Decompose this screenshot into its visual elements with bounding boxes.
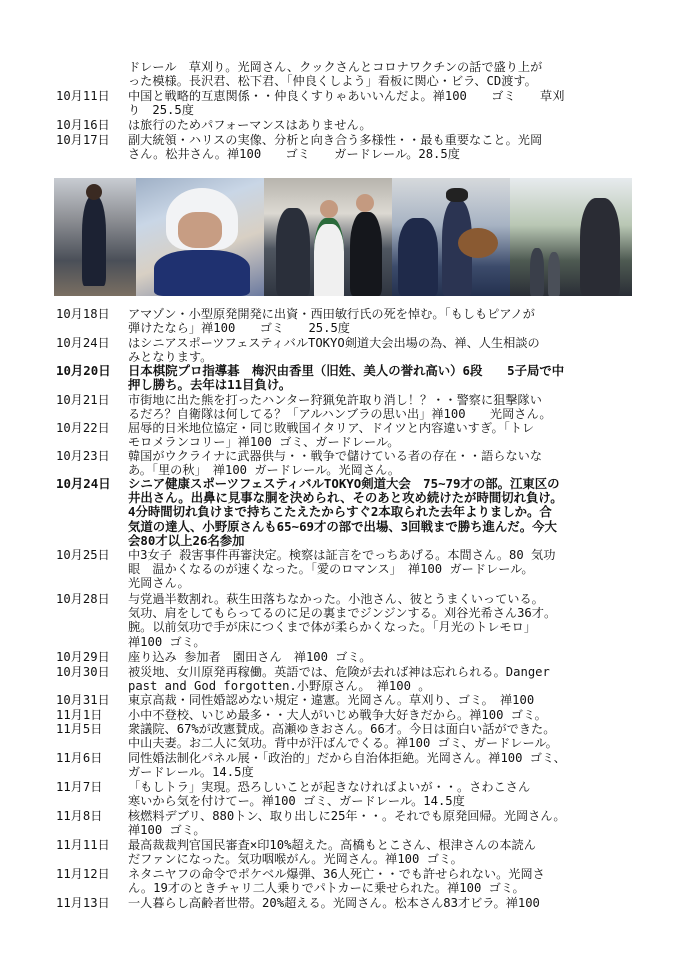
journal-entry (56, 592, 646, 649)
entry-date: 10月18日 (56, 307, 110, 321)
journal-entry (56, 133, 646, 161)
journal-entry (56, 809, 646, 837)
journal-entry (56, 89, 646, 117)
entry-text: 座り込み 参加者 園田さん 禅100 ゴミ。 (128, 650, 372, 664)
journal-entry (56, 838, 646, 866)
children-photo (264, 178, 392, 296)
entry-text: は旅行のためパフォーマンスはありません。 (128, 118, 372, 132)
entry-text: 核燃料デブリ、880トン、取り出しに25年・・。それでも原発回帰。光岡さん。 禅100 ゴミ。 (128, 809, 566, 838)
entry-text: シニア健康スポーツフェスティバルTOKYO剣道大会 75~79才の部。江東区の 井出さん。出鼻に見事な胴を決められ、そのあと攻め続けたが時間切れ負け。 4分時間切れ負けまで持ちこたえたからすぐ2本取られた去年よりましか。合 気道の達人、小野原さんも65~69才の部で出場、3回戦まで勝ち進んだ。今大 会80才以上26名参加 (128, 476, 563, 548)
entry-text: アマゾン・小型原発開発に出資・西田敏行氏の死を悼む。「もしもピアノが 弾けたなら」禅100 ゴミ 25.5度 (128, 307, 535, 336)
journal-entry (56, 364, 646, 392)
entry-date: 11月12日 (56, 867, 110, 881)
entry-date: 10月24日 (56, 336, 110, 350)
entry-text: 中国と戦略的互恵関係・・仲良くすりゃあいいんだよ。禅100 ゴミ 草刈 り 25.5度 (128, 89, 565, 118)
entry-text: 与党過半数割れ。萩生田落ちなかった。小池さん、彼とうまくいっている。 気功、肩をしてもらってるのに足の裏までジンジンする。刈谷光希さん36才。 腕。以前気功で手が床につくまで体が柔らかくなった。「月光のトレモロ」 禅100 ゴミ。 (128, 592, 557, 649)
entry-date: 11月8日 (56, 809, 103, 823)
journal-entry (56, 665, 646, 693)
entry-date: 10月25日 (56, 548, 110, 562)
journal-entry (56, 780, 646, 808)
entry-date: 11月5日 (56, 722, 103, 736)
photo-strip (54, 178, 632, 296)
entry-date: 10月29日 (56, 650, 110, 664)
entry-date: 10月22日 (56, 421, 110, 435)
entry-date: 11月11日 (56, 838, 110, 852)
entry-text: 東京高裁・同性婚認めない規定・違憲。光岡さん。草刈り、ゴミ。 禅100 (128, 693, 535, 707)
police-officer-photo (136, 178, 264, 296)
entry-date: 10月30日 (56, 665, 110, 679)
entry-date: 11月13日 (56, 896, 110, 910)
entry-text: 市街地に出た熊を打ったハンター狩猟免許取り消し！？・・警察に狙撃隊い るだろ？自衛隊は何してる？「アルハンブラの思い出」禅100 光岡さん。 (128, 393, 552, 422)
journal-entry (56, 650, 646, 664)
entry-date: 11月1日 (56, 708, 103, 722)
entry-text: 同性婚法制化パネル展・「政治的」だから自治体拒絶。光岡さん。禅100 ゴミ、 ガードレール。14.5度 (128, 751, 566, 780)
entry-date: 10月17日 (56, 133, 110, 147)
entry-text: はシニアスポーツフェスティバルTOKYO剣道大会出場の為、禅、人生相談の みとなります。 (128, 336, 540, 365)
journal-entry (56, 693, 646, 707)
entry-text: 「もしトラ」実現。恐ろしいことが起きなければよいが・・。さわこさん 寒いから気を付けてー。禅100 ゴミ、ガードレール。14.5度 (128, 780, 531, 809)
entry-date: 10月28日 (56, 592, 110, 606)
entry-text: 中3女子 殺害事件再審決定。検察は証言をでっちあげる。本間さん。80 気功 眼 温かくなるのが速くなった。「愛のロマンス」 禅100 ガードレール。 光岡さん。 (128, 548, 556, 591)
entry-text: ドレール 草刈り。光岡さん、クックさんとコロナワクチンの話で盛り上が った模様。長沢君、松下君、「仲良くしよう」看板に関心・ビラ、CD渡す。 (128, 60, 543, 89)
entry-text: 小中不登校、いじめ最多・・大人がいじめ戦争大好きだから。禅100 ゴミ。 (128, 708, 547, 722)
entry-date: 10月16日 (56, 118, 110, 132)
entry-text: 被災地、女川原発再稼働。英語では、危険が去れば神は忘れられる。Danger past and God forgotten.小野原さん。 禅100 。 (128, 665, 550, 694)
journal-entry (56, 393, 646, 421)
entry-date: 10月21日 (56, 393, 110, 407)
journal-entry (56, 477, 646, 548)
journal-entry (56, 449, 646, 477)
entry-text: 副大統領・ハリスの実像、分析と向き合う多様性・・最も重要なこと。光岡 さん。松井さん。禅100 ゴミ ガードレール。28.5度 (128, 133, 543, 162)
entry-text: 最高裁裁判官国民審査×印10%超えた。高橋もとこさん、根津さんの本読ん だファンになった。気功咽喉がん。光岡さん。禅100 ゴミ。 (128, 838, 536, 867)
entry-text: 韓国がウクライナに武器供与・・戦争で儲けている者の存在・・語らないな あ。「里の秋」 禅100 ガードレール。光岡さん。 (128, 449, 543, 478)
journal-entry (56, 118, 646, 132)
street-performer-photo (54, 178, 136, 296)
journal-entry (56, 421, 646, 449)
entry-text: ネタニヤフの命令でポケベル爆弾、36人死亡・・でも許せられない。光岡さ ん。19才のときチャリ二人乗りでパトカーに乗せられた。禅100 ゴミ。 (128, 867, 545, 896)
journal-entry (56, 751, 646, 779)
entry-date: 11月7日 (56, 780, 103, 794)
journal-entry (56, 867, 646, 895)
entry-date: 10月20日 (56, 363, 111, 378)
entry-text: 衆議院、67%が改憲賛成。高瀬ゆきおさん。66才。今日は面白い話ができた。 中山夫妻。お二人に気功。背中が汗ばんでくる。禅100 ゴミ、ガードレール。 (128, 722, 558, 751)
entry-date: 10月23日 (56, 449, 110, 463)
entry-date: 10月31日 (56, 693, 110, 707)
journal-entry (56, 307, 646, 335)
journal-entry (56, 336, 646, 364)
guitar-performer-photo (392, 178, 510, 296)
journal-entry (56, 896, 646, 910)
entry-text: 一人暮らし高齢者世帯。20%超える。光岡さん。松本さん83才ビラ。禅100 (128, 896, 540, 910)
entry-date: 10月11日 (56, 89, 110, 103)
journal-entry (56, 548, 646, 591)
entry-text: 日本棋院プロ指導碁 梅沢由香里（旧姓、美人の誉れ高い）6段 5子局で中 押し勝ち。去年は11目負け。 (128, 363, 565, 393)
journal-entry (56, 60, 646, 88)
entry-text: 屈辱的日米地位協定・同じ敗戦国イタリア、ドイツと内容違いすぎ。「トレ モロメランコリー」禅100 ゴミ、ガードレール。 (128, 421, 535, 450)
entry-date: 10月24日 (56, 476, 111, 491)
street-scene-photo (510, 178, 632, 296)
entry-date: 11月6日 (56, 751, 103, 765)
journal-entry (56, 722, 646, 750)
journal-entry (56, 708, 646, 722)
